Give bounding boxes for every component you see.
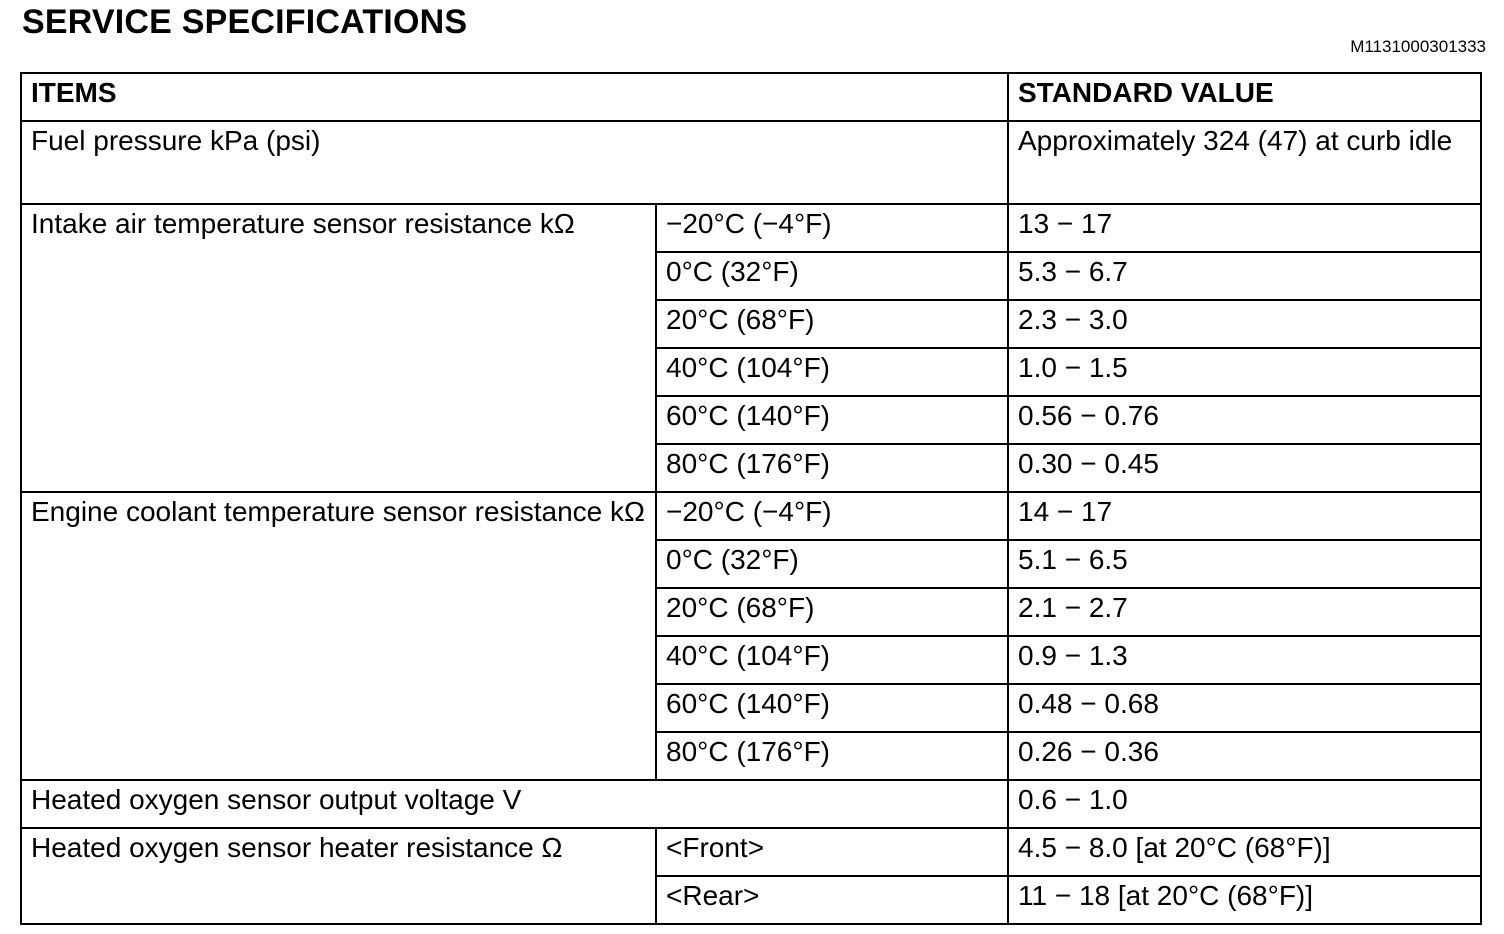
document-code: M1131000301333 xyxy=(1350,37,1486,56)
condition-cell: 40°C (104°F) xyxy=(656,636,1008,684)
condition-cell: 40°C (104°F) xyxy=(656,348,1008,396)
table-row xyxy=(21,121,1481,204)
header-standard-value: STANDARD VALUE xyxy=(1008,73,1481,121)
table-row xyxy=(21,780,1481,828)
condition-cell: −20°C (−4°F) xyxy=(656,492,1008,540)
condition-cell: 80°C (176°F) xyxy=(656,732,1008,780)
value-cell: 5.3 − 6.7 xyxy=(1008,252,1481,300)
value-cell: 0.56 − 0.76 xyxy=(1008,396,1481,444)
item-ho2s-heater-resistance: Heated oxygen sensor heater resistance Ω xyxy=(21,828,656,924)
value-cell: 1.0 − 1.5 xyxy=(1008,348,1481,396)
table-row xyxy=(21,828,1481,876)
value-cell: 2.3 − 3.0 xyxy=(1008,300,1481,348)
value-cell: 13 − 17 xyxy=(1008,204,1481,252)
value-cell: 4.5 − 8.0 [at 20°C (68°F)] xyxy=(1008,828,1481,876)
item-intake-air-temperature-sensor: Intake air temperature sensor resistance kΩ xyxy=(21,204,656,492)
value-cell: 0.9 − 1.3 xyxy=(1008,636,1481,684)
condition-cell: 80°C (176°F) xyxy=(656,444,1008,492)
table-row xyxy=(21,492,1481,540)
table-header-row xyxy=(21,73,1481,121)
condition-cell: −20°C (−4°F) xyxy=(656,204,1008,252)
condition-cell: 60°C (140°F) xyxy=(656,684,1008,732)
condition-cell: 20°C (68°F) xyxy=(656,588,1008,636)
header-items: ITEMS xyxy=(21,73,1008,121)
service-specifications-table xyxy=(20,72,1482,925)
value-fuel-pressure: Approximately 324 (47) at curb idle xyxy=(1008,121,1481,204)
item-ho2s-output-voltage: Heated oxygen sensor output voltage V xyxy=(21,780,1008,828)
table-row xyxy=(21,204,1481,252)
condition-cell: 0°C (32°F) xyxy=(656,540,1008,588)
condition-cell: 60°C (140°F) xyxy=(656,396,1008,444)
value-cell: 5.1 − 6.5 xyxy=(1008,540,1481,588)
value-cell: 0.48 − 0.68 xyxy=(1008,684,1481,732)
item-engine-coolant-temperature-sensor: Engine coolant temperature sensor resistance kΩ xyxy=(21,492,656,780)
item-fuel-pressure: Fuel pressure kPa (psi) xyxy=(21,121,1008,204)
value-cell: 2.1 − 2.7 xyxy=(1008,588,1481,636)
value-cell: 0.30 − 0.45 xyxy=(1008,444,1481,492)
condition-cell: 0°C (32°F) xyxy=(656,252,1008,300)
value-cell: 0.6 − 1.0 xyxy=(1008,780,1481,828)
condition-cell: <Rear> xyxy=(656,876,1008,924)
condition-cell: <Front> xyxy=(656,828,1008,876)
page-title: SERVICE SPECIFICATIONS xyxy=(22,3,468,41)
value-cell: 0.26 − 0.36 xyxy=(1008,732,1481,780)
value-cell: 14 − 17 xyxy=(1008,492,1481,540)
value-cell: 11 − 18 [at 20°C (68°F)] xyxy=(1008,876,1481,924)
condition-cell: 20°C (68°F) xyxy=(656,300,1008,348)
